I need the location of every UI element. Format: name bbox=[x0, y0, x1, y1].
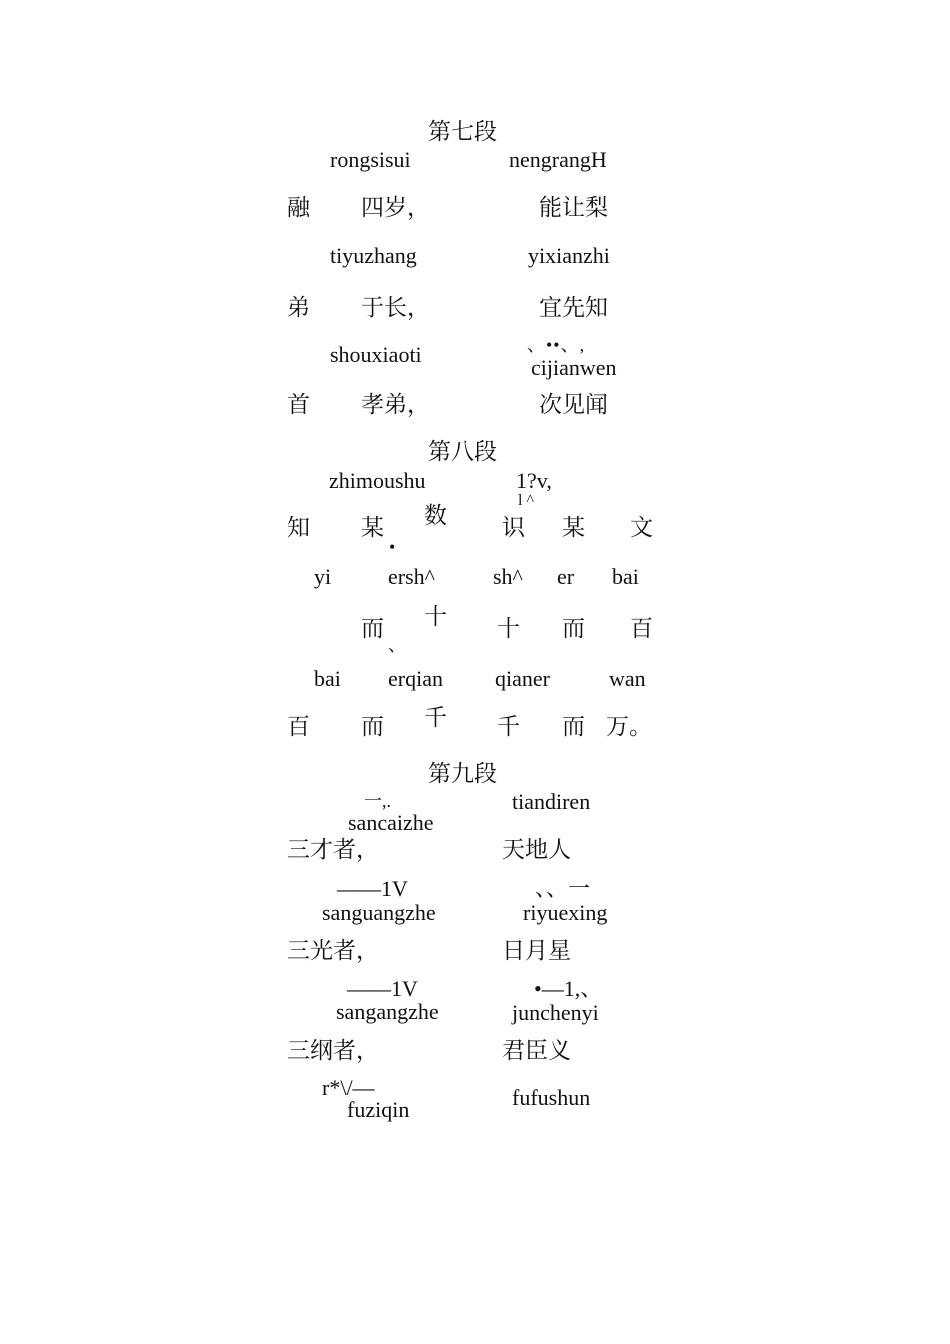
pinyin-text: tiyuzhang bbox=[330, 243, 417, 268]
pinyin-text-clipped: fuziqin bbox=[347, 1097, 410, 1122]
pinyin-text: nengrangH bbox=[509, 147, 607, 172]
hanzi-text: 而 bbox=[562, 714, 585, 739]
pinyin-text: yixianzhi bbox=[528, 243, 610, 268]
tone-marks: r*\/— bbox=[322, 1075, 375, 1100]
pinyin-text: wan bbox=[609, 666, 646, 691]
pinyin-text-clipped: junchenyi bbox=[512, 1000, 599, 1025]
hanzi-text: 而 bbox=[361, 714, 384, 739]
pinyin-text: ersh^ bbox=[388, 564, 435, 589]
hanzi-text: 十 bbox=[497, 616, 520, 641]
hanzi-text: 百 bbox=[630, 616, 653, 641]
hanzi-text: 而 bbox=[361, 616, 384, 641]
pinyin-text: tiandiren bbox=[512, 789, 591, 814]
pinyin-text: sh^ bbox=[493, 564, 523, 589]
hanzi-text: 君臣义 bbox=[502, 1038, 571, 1063]
hanzi-text: 弟 bbox=[287, 295, 310, 320]
hanzi-text: 文 bbox=[630, 515, 653, 540]
hanzi-text: 十 bbox=[424, 604, 447, 629]
tone-marks: ——1V bbox=[337, 876, 408, 901]
section-8-heading: 第八段 bbox=[428, 439, 497, 464]
pinyin-text: sanguangzhe bbox=[322, 900, 436, 925]
hanzi-text: 首 bbox=[287, 392, 310, 417]
pinyin-text: riyuexing bbox=[523, 900, 608, 925]
tone-marks: 一,. bbox=[364, 791, 391, 811]
pinyin-fragment: l ^ bbox=[518, 492, 534, 509]
pinyin-text: qianer bbox=[495, 666, 550, 691]
hanzi-text: 次见闻 bbox=[539, 392, 608, 417]
hanzi-text: 某 bbox=[562, 515, 585, 540]
hanzi-text: 三才者， bbox=[287, 837, 379, 862]
section-9-heading: 第九段 bbox=[428, 761, 497, 786]
pinyin-text: zhimoushu bbox=[329, 468, 426, 493]
pinyin-text-clipped: sancaizhe bbox=[348, 810, 434, 835]
tone-marks: •—1,、 bbox=[534, 976, 603, 1001]
hanzi-text: 千 bbox=[424, 705, 447, 730]
hanzi-text: 能让梨 bbox=[539, 195, 608, 220]
hanzi-text: 天地人 bbox=[502, 837, 571, 862]
hanzi-text: 百 bbox=[287, 714, 310, 739]
hanzi-text: 宜先知 bbox=[539, 295, 608, 320]
pinyin-text: yi bbox=[314, 564, 332, 589]
dot-mark: • bbox=[389, 537, 396, 557]
hanzi-text: 某 bbox=[361, 515, 384, 540]
section-7-heading: 第七段 bbox=[428, 119, 497, 144]
hanzi-text: 而 bbox=[562, 616, 585, 641]
hanzi-text: 三纲者， bbox=[287, 1038, 379, 1063]
pinyin-text: shouxiaoti bbox=[330, 342, 422, 367]
hanzi-text: 孝弟， bbox=[361, 392, 430, 417]
hanzi-text: 识 bbox=[502, 515, 525, 540]
hanzi-text: 日月星 bbox=[502, 938, 571, 963]
hanzi-text: 四岁， bbox=[361, 195, 430, 220]
pinyin-text: rongsisui bbox=[330, 147, 411, 172]
pinyin-text: bai bbox=[314, 666, 341, 691]
hanzi-text: 三光者， bbox=[287, 938, 379, 963]
hanzi-text: 数 bbox=[424, 503, 447, 528]
hanzi-text: 万。 bbox=[606, 714, 652, 739]
hanzi-text: 于长， bbox=[361, 295, 430, 320]
tone-marks: 、、一 bbox=[535, 876, 591, 901]
pinyin-text: cijianwen bbox=[531, 355, 617, 380]
tone-marks: ——1V bbox=[347, 976, 418, 1001]
dot-mark: 、 bbox=[388, 635, 406, 655]
tone-marks: 、••、, bbox=[527, 335, 586, 355]
pinyin-text: fufushun bbox=[512, 1085, 591, 1110]
pinyin-text: erqian bbox=[388, 666, 443, 691]
pinyin-text: sangangzhe bbox=[336, 999, 439, 1024]
pinyin-text: bai bbox=[612, 564, 639, 589]
hanzi-text: 融 bbox=[287, 195, 310, 220]
hanzi-text: 知 bbox=[287, 515, 310, 540]
pinyin-text: 1?v, bbox=[516, 468, 552, 493]
pinyin-text: er bbox=[557, 564, 575, 589]
hanzi-text: 千 bbox=[497, 714, 520, 739]
